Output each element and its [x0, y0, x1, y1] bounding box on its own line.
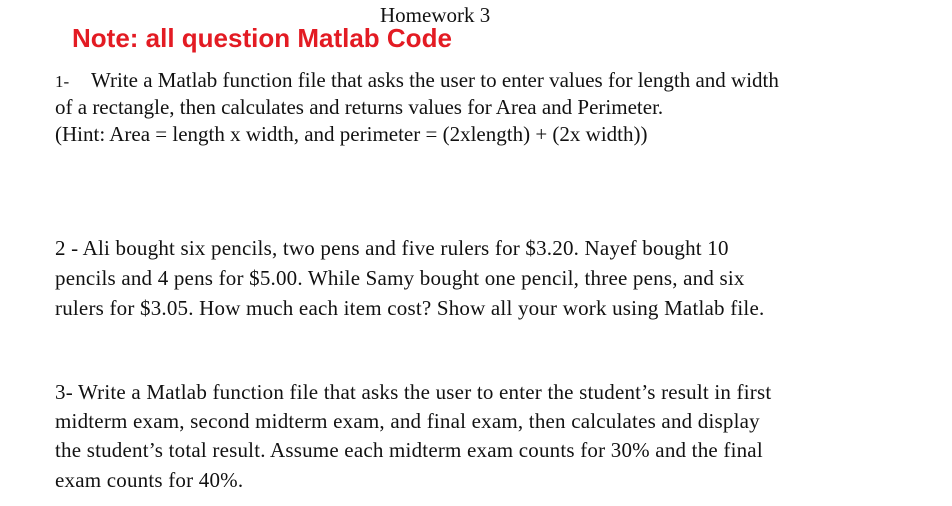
question-1-line-1 — [55, 67, 779, 95]
question-3-line-4: exam counts for 40%. — [55, 468, 244, 492]
question-3-line-2: midterm exam, second midterm exam, and final exam, then calculates and display — [55, 409, 760, 433]
question-2-line-1: 2 - Ali bought six pencils, two pens and five rulers for $3.20. Nayef bought 10 — [55, 236, 729, 260]
question-3-line-1: 3- Write a Matlab function file that asks the user to enter the student’s result in first — [55, 380, 772, 404]
question-1-line-2: of a rectangle, then calculates and returns values for Area and Perimeter. — [55, 95, 664, 119]
question-2-line-3: rulers for $3.05. How much each item cost? Show all your work using Matlab file. — [55, 296, 765, 320]
question-1-hint: (Hint: Area = length x width, and perimeter = (2xlength) + (2x width)) — [55, 122, 648, 146]
question-1-text: Write a Matlab function file that asks the user to enter values for length and width — [91, 68, 779, 92]
question-1-number: 1- — [55, 72, 70, 91]
document-title: Homework 3 — [380, 3, 491, 27]
question-3-line-3: the student’s total result. Assume each midterm exam counts for 30% and the final — [55, 438, 763, 462]
question-2-line-2: pencils and 4 pens for $5.00. While Samy bought one pencil, three pens, and six — [55, 266, 745, 290]
note-heading: Note: all question Matlab Code — [72, 23, 452, 53]
